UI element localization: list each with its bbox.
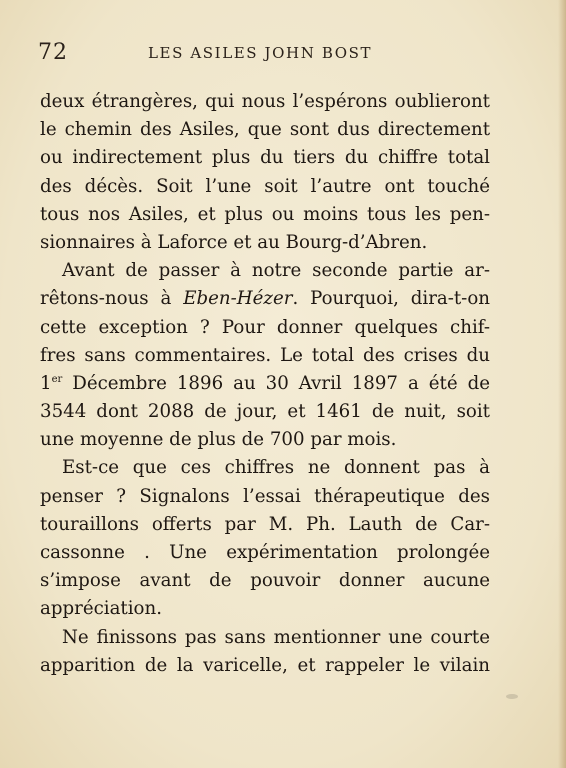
text-line bbox=[40, 370, 490, 398]
text-line: cassonne . Une expérimentation prolongée bbox=[40, 542, 490, 563]
text-line: Ne finissons pas sans mentionner une courte bbox=[62, 626, 490, 648]
text-line: appréciation. bbox=[40, 598, 163, 620]
text-run: 1 bbox=[40, 372, 52, 394]
text-line: fres sans commentaires. Le total des crises du bbox=[40, 344, 490, 366]
text-line: cette exception ? Pour donner quelques chif- bbox=[40, 316, 490, 338]
text-line: touraillons offerts par M. Ph. Lauth de Car- bbox=[40, 513, 490, 535]
text-run: rêtons-nous à bbox=[40, 288, 184, 310]
text-line: Avant de passer à notre seconde partie ar- bbox=[62, 260, 490, 282]
page-edge-shadow bbox=[558, 0, 566, 768]
text-line: le chemin des Asiles, que sont dus directement bbox=[40, 119, 490, 141]
text-line: deux étrangères, qui nous l’espérons oublieront bbox=[40, 91, 490, 112]
text-line: des décès. Soit l’une soit l’autre ont touché bbox=[40, 175, 490, 197]
page-number: 72 bbox=[38, 40, 68, 65]
text-line: ou indirectement plus du tiers du chiffre total bbox=[40, 147, 490, 169]
text-line: apparition de la varicelle, et rappeler le vilain bbox=[40, 654, 490, 676]
text-run: . Pourquoi, dira-t-on bbox=[292, 288, 490, 310]
text-line: tous nos Asiles, et plus ou moins tous les pen- bbox=[40, 203, 490, 225]
running-head: LES ASILES JOHN BOST bbox=[148, 44, 373, 62]
ordinal-superscript: er bbox=[51, 373, 63, 385]
italic-place-name: Eben-Hézer bbox=[183, 288, 293, 310]
text-line: 3544 dont 2088 de jour, et 1461 de nuit, soit bbox=[40, 401, 490, 423]
text-run: Décembre 1896 au 30 Avril 1897 a été de bbox=[62, 372, 490, 394]
text-line: une moyenne de plus de 700 par mois. bbox=[40, 429, 397, 451]
text-line: sionnaires à Laforce et au Bourg-d’Abren. bbox=[40, 231, 428, 253]
text-line: Est-ce que ces chiffres ne donnent pas à bbox=[62, 457, 490, 479]
text-line: s’impose avant de pouvoir donner aucune bbox=[40, 570, 490, 592]
text-line: penser ? Signalons l’essai thérapeutique des bbox=[40, 485, 490, 507]
page-header bbox=[38, 40, 490, 68]
body-text bbox=[40, 88, 490, 680]
ink-smudge bbox=[506, 694, 518, 699]
text-line bbox=[40, 285, 490, 313]
